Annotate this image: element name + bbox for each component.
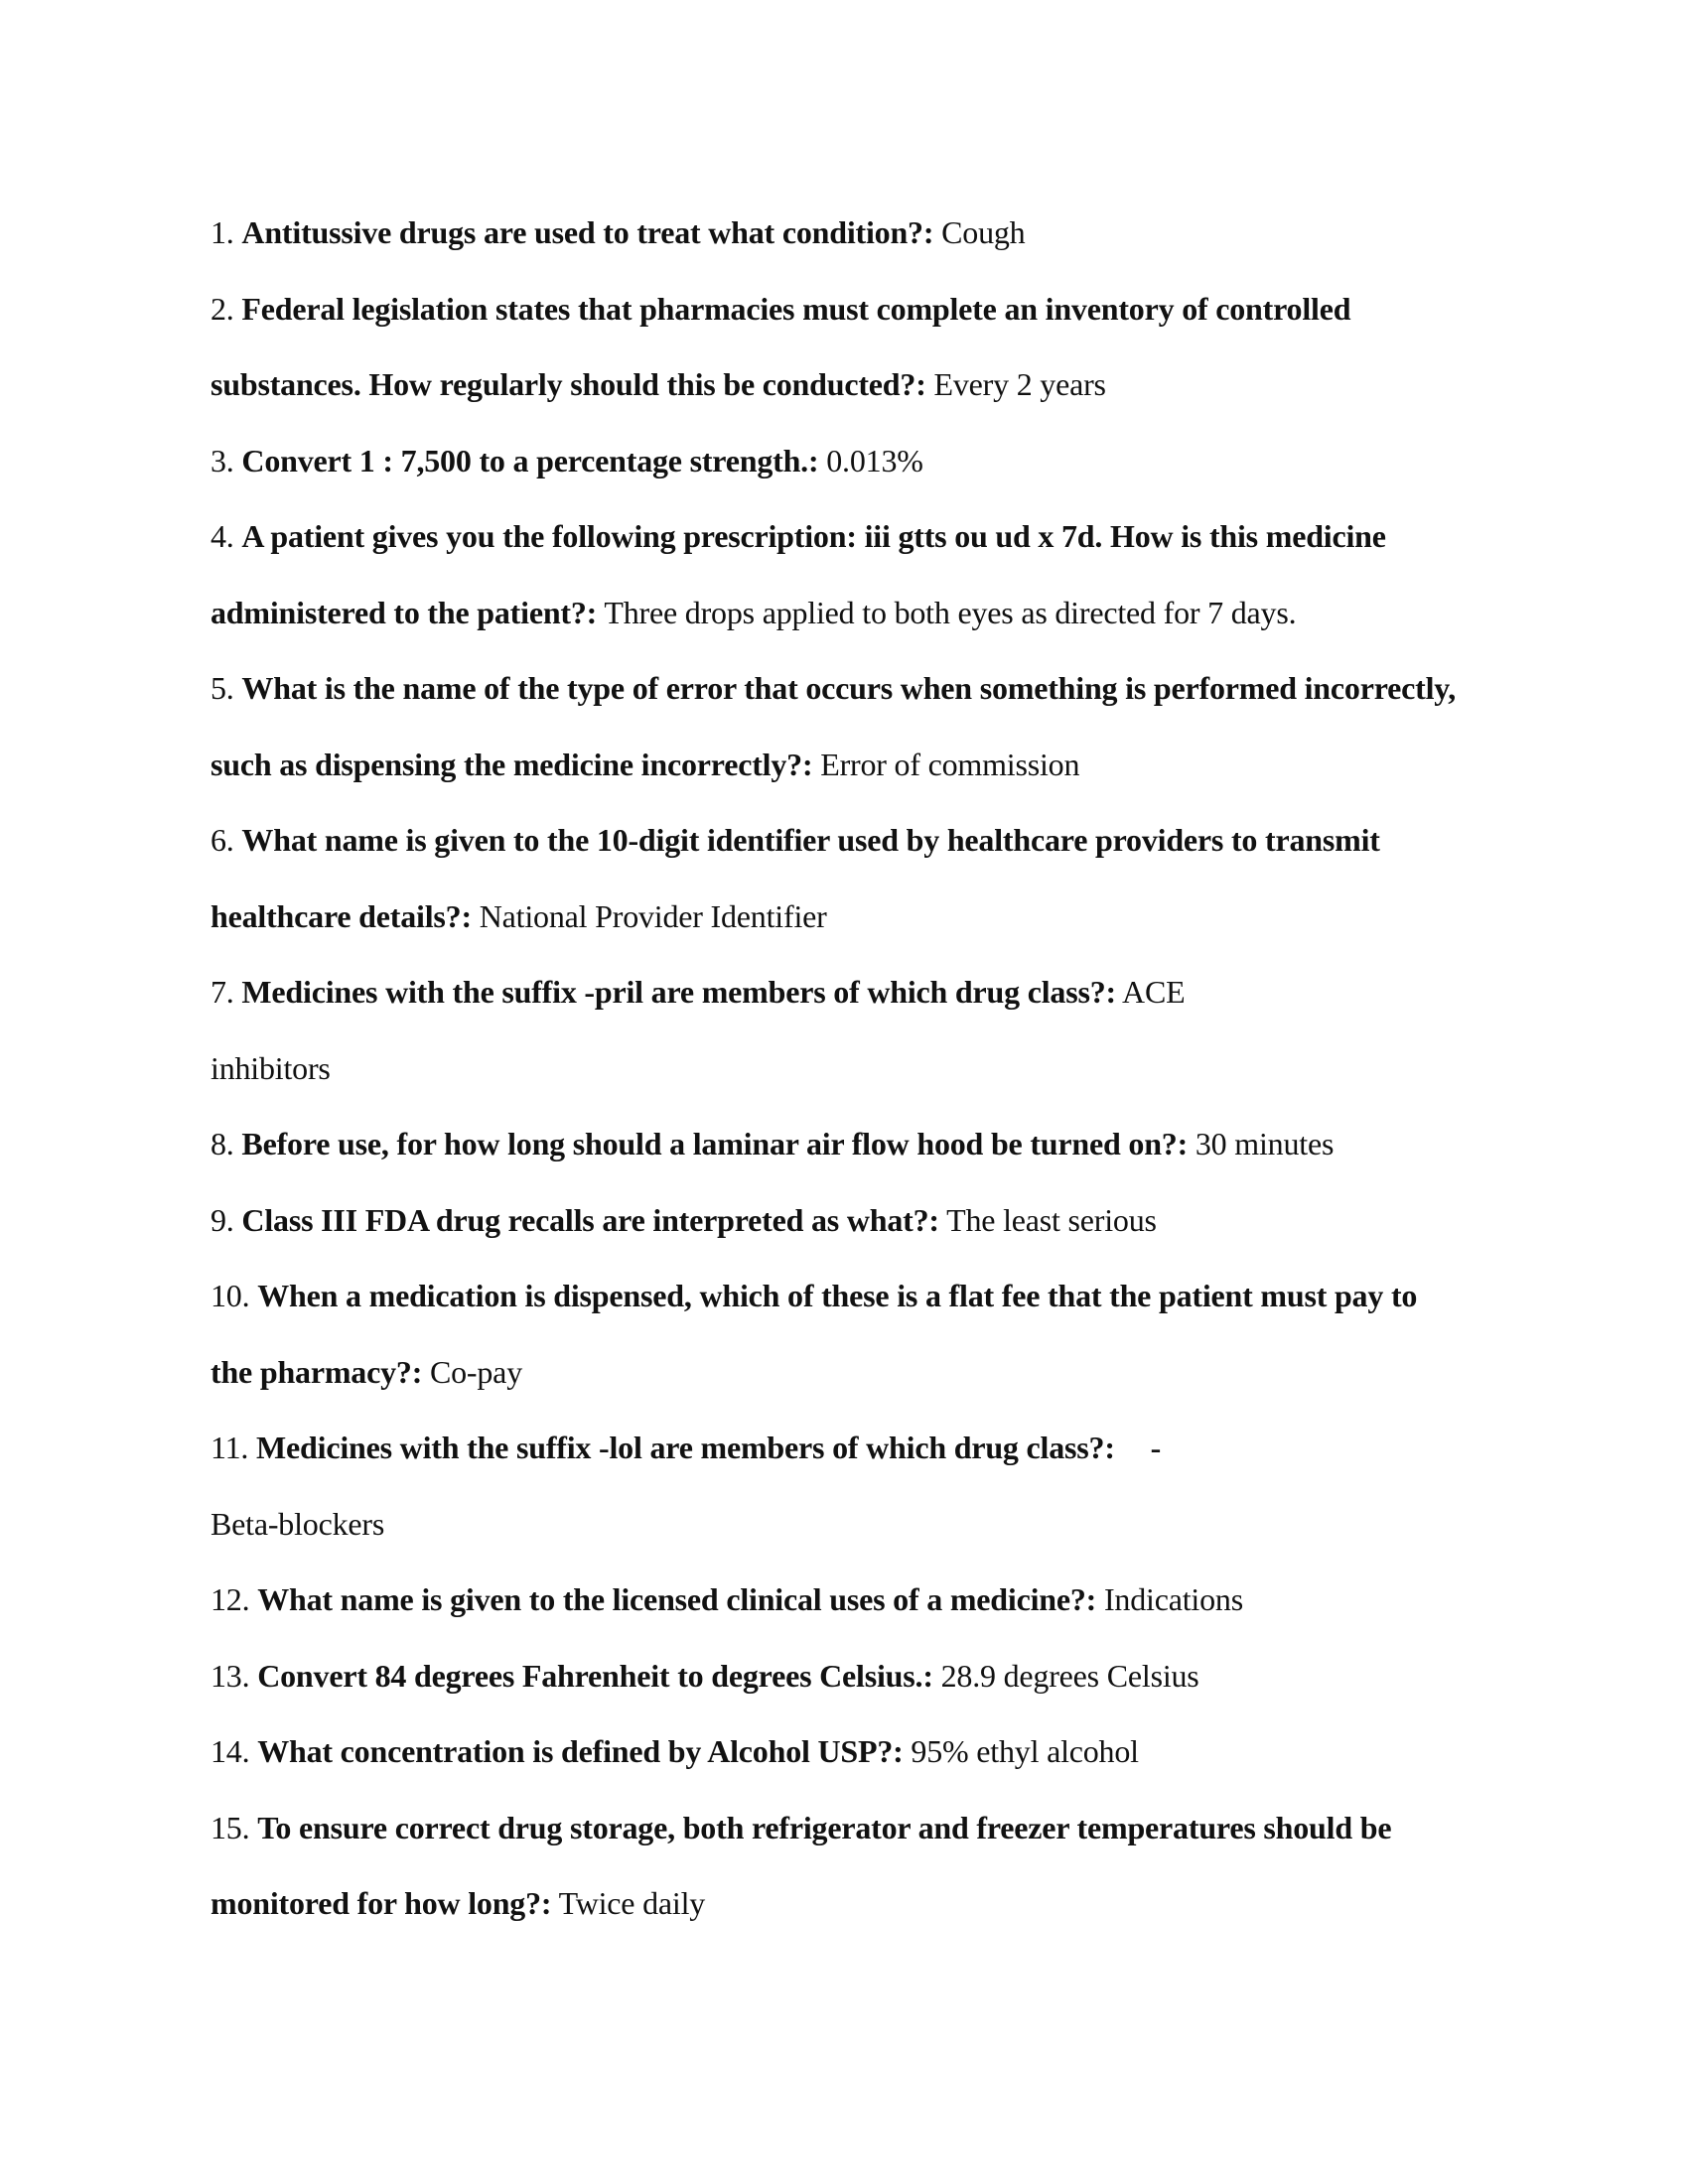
qa-item-2 [211, 271, 1462, 423]
answer-text: The least serious [946, 1201, 1157, 1238]
item-number: 15. [211, 1809, 250, 1845]
qa-item-9 [211, 1182, 1462, 1259]
question-text: What is the name of the type of error that occurs when something is performed incorrectly, such as dispensing the medicine incorrectly?: [211, 670, 1457, 782]
qa-item-5 [211, 650, 1462, 802]
question-text: What name is given to the licensed clinical uses of a medicine?: [257, 1581, 1097, 1617]
item-number: 14. [211, 1733, 250, 1769]
item-number: 6. [211, 822, 234, 858]
qa-item-4 [211, 498, 1462, 650]
answer-text: Three drops applied to both eyes as directed for 7 days. [604, 594, 1297, 630]
qa-item-8 [211, 1106, 1462, 1182]
answer-text: Cough [941, 214, 1026, 250]
question-text: When a medication is dispensed, which of these is a flat fee that the patient must pay to the pharmacy?: [211, 1278, 1418, 1390]
question-text: Federal legislation states that pharmacies must complete an inventory of controlled substances. How regularly should this be conducted?: [211, 290, 1351, 402]
question-text: A patient gives you the following prescription: iii gtts ou ud x 7d. How is this medicine administered to the patient?: [211, 518, 1386, 630]
item-number: 8. [211, 1126, 234, 1161]
answer-text: Every 2 years [933, 366, 1106, 402]
question-text: Before use, for how long should a laminar air flow hood be turned on?: [241, 1126, 1189, 1161]
question-text: Medicines with the suffix -lol are members of which drug class?: [256, 1430, 1115, 1465]
dash-mark: - [1150, 1430, 1162, 1465]
question-text: What concentration is defined by Alcohol USP?: [257, 1733, 904, 1769]
answer-text: Co-pay [429, 1353, 522, 1390]
answer-text-continued: inhibitors [211, 1049, 331, 1086]
question-text: Convert 1 : 7,500 to a percentage strength.: [241, 442, 819, 478]
item-number: 3. [211, 442, 234, 478]
answer-text: Error of commission [820, 746, 1080, 782]
qa-item-1 [211, 195, 1462, 271]
qa-item-15 [211, 1790, 1462, 1942]
question-text: Class III FDA drug recalls are interpreted as what?: [241, 1201, 939, 1238]
question-text: What name is given to the 10-digit identifier used by healthcare providers to transmit healthcare details?: [211, 822, 1380, 934]
item-number: 11. [211, 1430, 249, 1465]
answer-text: Twice daily [558, 1885, 706, 1921]
item-number: 7. [211, 974, 234, 1010]
document-page [211, 195, 1462, 1942]
question-text: Medicines with the suffix -pril are members of which drug class?: [241, 974, 1116, 1010]
qa-item-12 [211, 1562, 1462, 1638]
qa-item-11 [211, 1410, 1462, 1562]
qa-item-3 [211, 423, 1462, 499]
qa-item-7 [211, 954, 1462, 1106]
answer-text: 95% ethyl alcohol [911, 1733, 1139, 1769]
answer-text: Indications [1103, 1581, 1243, 1617]
item-number: 1. [211, 214, 234, 250]
answer-text: Beta-blockers [211, 1505, 385, 1542]
qa-item-6 [211, 802, 1462, 954]
item-number: 2. [211, 290, 234, 327]
item-number: 13. [211, 1657, 250, 1694]
answer-text: 28.9 degrees Celsius [940, 1657, 1199, 1694]
answer-text: 30 minutes [1195, 1126, 1335, 1161]
question-text: To ensure correct drug storage, both refrigerator and freezer temperatures should be monitored for how long?: [211, 1809, 1392, 1921]
answer-text: 0.013% [826, 442, 923, 478]
item-number: 9. [211, 1201, 234, 1238]
item-number: 12. [211, 1581, 250, 1617]
question-text: Antitussive drugs are used to treat what condition?: [241, 214, 934, 250]
question-text: Convert 84 degrees Fahrenheit to degrees Celsius.: [257, 1657, 933, 1694]
answer-text: ACE [1122, 974, 1186, 1010]
qa-item-13 [211, 1638, 1462, 1714]
qa-item-10 [211, 1258, 1462, 1410]
item-number: 10. [211, 1278, 250, 1313]
qa-item-14 [211, 1713, 1462, 1790]
item-number: 4. [211, 518, 234, 554]
item-number: 5. [211, 670, 234, 706]
answer-text: National Provider Identifier [479, 897, 827, 934]
